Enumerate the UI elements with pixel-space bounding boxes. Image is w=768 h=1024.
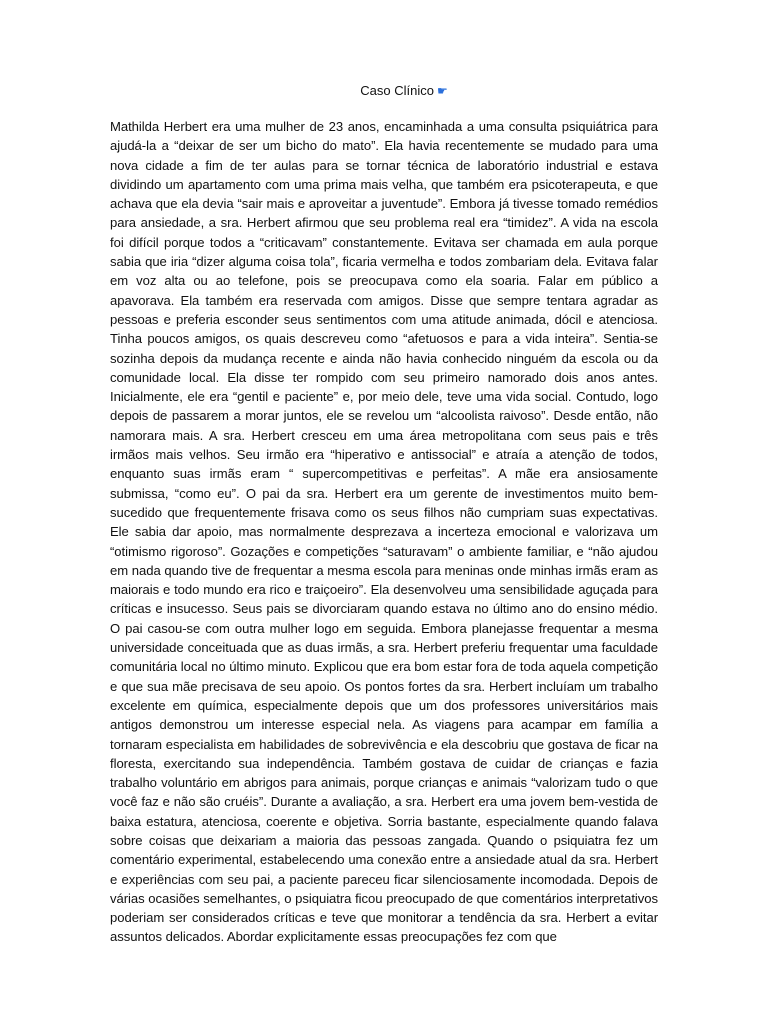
document-title: Caso Clínico <box>360 83 434 98</box>
pointing-hand-icon: ☛ <box>436 84 448 98</box>
case-body-paragraph: Mathilda Herbert era uma mulher de 23 anos, encaminhada a uma consulta psiquiátrica para ajudá-la a “deixar de ser um bicho do mato”. Ela havia recentemente se mudado para uma nova cidade a fim de ter aulas para se tornar técnica de laboratório industrial e estava dividindo um apartamento com uma prima mais velha, que também era psicoterapeuta, e que achava que ela devia “sair mais e aproveitar a juventude”. Embora já tivesse tomado remédios para ansiedade, a sra. Herbert afirmou que seu problema real era “timidez”. A vida na escola foi difícil porque todos a “criticavam” constantemente. Evitava ser chamada em aula porque sabia que iria “dizer alguma coisa tola”, ficaria vermelha e todos zombariam dela. Evitava falar em voz alta ou ao telefone, pois se preocupava como ela soaria. Falar em público a apavorava. Ela também era reservada com amigos. Disse que sempre tentara agradar as pessoas e preferia esconder seus sentimentos com uma atitude animada, dócil e atenciosa. Tinha poucos amigos, os quais descreveu como “afetuosos e para a vida inteira”. Sentia-se sozinha depois da mudança recente e ainda não havia conhecido ninguém da escola ou da comunidade local. Ela disse ter rompido com seu primeiro namorado dois anos antes. Inicialmente, ele era “gentil e paciente” e, por meio dele, teve uma vida social. Contudo, logo depois de passarem a morar juntos, ele se revelou um “alcoolista raivoso”. Desde então, não namorara mais. A sra. Herbert cresceu em uma área metropolitana com seus pais e três irmãos mais velhos. Seu irmão era “hiperativo e antissocial” e atraía a atenção de todos, enquanto suas irmãs eram “ supercompetitivas e perfeitas”. A mãe era ansiosamente submissa, “como eu”. O pai da sra. Herbert era um gerente de investimentos muito bem-sucedido que frequentemente frisava como os seus filhos não cumpriam suas expectativas. Ele sabia dar apoio, mas normalmente desprezava a incerteza emocional e valorizava um “otimismo rigoroso”. Gozações e competições “saturavam” o ambiente familiar, e “não ajudou em nada quando tive de frequentar a mesma escola para meninas onde minhas irmãs eram as maiorais e todo mundo era rico e traiçoeiro”. Ela desenvolveu uma sensibilidade aguçada para críticas e insucesso. Seus pais se divorciaram quando estava no último ano do ensino médio. O pai casou-se com outra mulher logo em seguida. Embora planejasse frequentar a mesma universidade conceituada que as duas irmãs, a sra. Herbert preferiu frequentar uma faculdade comunitária local no último minuto. Explicou que era bom estar fora de toda aquela competição e que sua mãe precisava de seu apoio. Os pontos fortes da sra. Herbert incluíam um trabalho excelente em química, especialmente depois que um dos professores universitários mais antigos demonstrou um interesse especial nela. As viagens para acampar em família a tornaram especialista em habilidades de sobrevivência e ela descobriu que gostava de ficar na floresta, exercitando sua independência. Também gostava de cuidar de crianças e fazia trabalho voluntário em abrigos para animais, porque crianças e animais “valorizam tudo o que você faz e não são cruéis”. Durante a avaliação, a sra. Herbert era uma jovem bem-vestida de baixa estatura, atenciosa, coerente e objetiva. Sorria bastante, especialmente quando falava sobre coisas que deixariam a maioria das pessoas zangada. Quando o psiquiatra fez um comentário experimental, estabelecendo uma conexão entre a ansiedade atual da sra. Herbert e experiências com seu pai, a paciente pareceu ficar silenciosamente incomodada. Depois de várias ocasiões semelhantes, o psiquiatra ficou preocupado de que comentários interpretativos poderiam ser considerados críticas e teve que monitorar a tendência da sra. Herbert a evitar assuntos delicados. Abordar explicitamente essas preocupações fez com que <box>110 119 658 945</box>
document-page <box>110 82 658 947</box>
document-title-row <box>110 82 658 100</box>
